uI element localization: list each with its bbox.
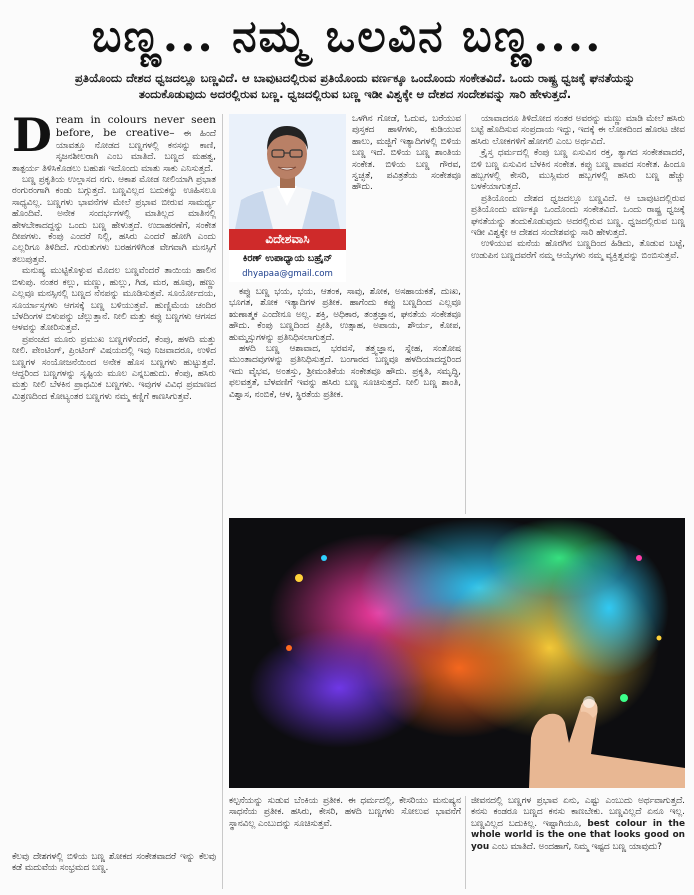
paragraph: ಮನುಷ್ಯ ಮುಟ್ಟಿಕೊಳ್ಳುವ ಮೊದಲ ಬಣ್ಣವೆಂದರೆ ತಾಯಿಯ ಹಾಲಿನ ಬಿಳುಪು. ನಂತರ ಕಲ್ಲು, ಮಣ್ಣು, ಹುಲ್ಲು, ಗಿಡ, ಮರ, ಹೂವು, ಹಣ್ಣು ಎಲ್ಲವೂ ಮನಸ್ಸಿನಲ್ಲಿ ಬಣ್ಣದ ನೆನಪನ್ನು ಮೂಡಿಸುತ್ತವೆ. ಸೂರ್ಯೋದಯ, ಸೂರ್ಯಾಸ್ತಗಳು ಆಗಸಕ್ಕೆ ಬಣ್ಣ ಬಳಿಯುತ್ತವೆ. ಹುಣ್ಣಿಮೆಯ ಚಂದಿರ ಬೆಳದಿಂಗಳ ಬಿಳುಪನ್ನು ಚೆಲ್ಲುತ್ತಾನೆ. ನೀಲಿ ಮತ್ತು ಕಪ್ಪು ಬಣ್ಣಗಳು ಆಗಸದ ಆಳವನ್ನು ತೋರಿಸುತ್ತವೆ.: [12, 266, 216, 334]
author-name: ಕಿರಣ್ ಉಪಾಧ್ಯಾಯ ಬಹ್ರೈನ್: [242, 253, 333, 264]
paragraph: ಯಾವಾದರೂ ತಿಳಿದೋದ ನಂತರ ಅವರನ್ನು ಮಣ್ಣು ಮಾಡಿ ಮೇಲೆ ಹಸಿರು ಬಟ್ಟೆ ಹೊದಿಸುವ ಸಂಪ್ರದಾಯ ಇದ್ದು, ಇದಕ್ಕೆ ಈ ಲೋಕದಿಂದ ಹೊರಟ ಜೀವ ಹಸಿರು ಲೋಕಗಳಿಗೆ ಹೋಗಲಿ ಎಂಬ ಅರ್ಥವಿದೆ.: [471, 114, 685, 147]
subheadline: ಪ್ರತಿಯೊಂದು ದೇಶದ ಧ್ವಜದಲ್ಲೂ ಬಣ್ಣವಿದೆ. ಆ ಬಾವುಟದಲ್ಲಿರುವ ಪ್ರತಿಯೊಂದು ವರ್ಣಕ್ಕೂ ಒಂದೊಂದು ಸಂಕೇತವಿದೆ. ಒಂದು ರಾಷ್ಟ್ರ ಧ್ವಜಕ್ಕೆ ಘನತೆಯನ್ನು ತಂದುಕೊಡುವುದು ಅದರಲ್ಲಿರುವ ಬಣ್ಣ. ಧ್ವಜದಲ್ಲಿರುವ ಬಣ್ಣ ಇಡೀ ವಿಶ್ವಕ್ಕೇ ಆ ದೇಶದ ಸಂದೇಶವನ್ನು ಸಾರಿ ಹೇಳುತ್ತದೆ.: [74, 71, 635, 101]
article-column-3: [471, 114, 685, 262]
article-column-3-bottom: [471, 796, 685, 853]
author-photo-illustration: [229, 114, 346, 229]
column-name-banner: ವಿದೇಶವಾಸಿ: [229, 229, 346, 250]
lead-kannada: ಈ ಹಿಂದೆ ಯಾವತ್ತೂ ನೋಡದ ಬಣ್ಣಗಳಲ್ಲಿ ಕನಸನ್ನು ಕಾಣಿ, ಸೃಜನಶೀಲರಾಗಿ ಎಂಬ ಮಾತಿದೆ. ಬಣ್ಣದ ಮಹತ್ವ, ತಾತ್ಪರ್ಯ ತಿಳಿಸಿಕೊಡಲು ಬಹುಶಃ ಇದೊಂದು ಮಾತು ಸಾಕು ಎನಿಸುತ್ತದೆ.: [12, 129, 216, 174]
article-column-2-middle: [229, 287, 461, 401]
article-column-1: [12, 108, 216, 403]
author-email: dhyapaa@gmail.com: [242, 269, 333, 279]
article-column-1-bottom: ಕೆಲವು ದೇಶಗಳಲ್ಲಿ ಬಿಳಿಯ ಬಣ್ಣ ಶೋಕದ ಸಂಕೇತವಾದರೆ ಇನ್ನು ಕೆಲವು ಕಡೆ ಮದುವೆಯ ಸಂಭ್ರಮದ ಬಣ್ಣ.: [12, 852, 216, 874]
paragraph: ಬಣ್ಣ ಪ್ರಕೃತಿಯ ಉಲ್ಲಾಸದ ನಗು. ಆಕಾಶ ಮೋಡ ನೀಲಿಯಾಗಿ ಪ್ರಭಾತ ರಂಗುರಂಗಾಗಿ ಕಂಡು ಬಗ್ಗುತ್ತದೆ. ಬಣ್ಣವಿಲ್ಲದ ಬದುಕನ್ನು ಊಹಿಸಲೂ ಸಾಧ್ಯವಿಲ್ಲ. ಬಣ್ಣಗಳು ಭಾವನೆಗಳ ಮೇಲೆ ಪ್ರಭಾವ ಬೀರುವ ಸಾಮರ್ಥ್ಯ ಹೊಂದಿವೆ. ಅನೇಕ ಸಂದರ್ಭಗಳಲ್ಲಿ ಮಾತಿಲ್ಲದ ಮಾತಿನಲ್ಲಿ ಹೇಳಬೇಕಾದದ್ದನ್ನು ಒಂದು ಬಣ್ಣ ಹೇಳುತ್ತದೆ. ಉದಾಹರಣೆಗೆ, ಸಂಕೇತ ದೀಪಗಳು. ಕೆಂಪು ಎಂದರೆ ನಿಲ್ಲಿ, ಹಸಿರು ಎಂದರೆ ಹೋಗಿ ಎಂದು ಎಲ್ಲರಿಗೂ ತಿಳಿದಿದೆ. ಗುರುತುಗಳು ಬರಹಗಳಿಗಿಂತ ವೇಗವಾಗಿ ಮನಸ್ಸಿಗೆ ತಲುಪುತ್ತವೆ.: [12, 175, 216, 265]
lead-english: ream in colours never seen before, be creative–: [55, 114, 216, 140]
paragraph: ಕಪ್ಪು ಬಣ್ಣ ಭಯ, ಭಯ, ಆತಂಕ, ಸಾವು, ಶೋಕ, ಅಸಹಾಯಕತೆ, ದುಃಖ, ಭೂಗತ, ಶೋಕ ಇತ್ಯಾದಿಗಳ ಪ್ರತೀಕ. ಹಾಗೆಂದು ಕಪ್ಪು ಬಣ್ಣದಿಂದ ಎಲ್ಲವೂ ಋಣಾತ್ಮಕ ಎಂದೇನೂ ಅಲ್ಲ. ಶಕ್ತಿ, ಅಧಿಕಾರ, ತಂತ್ರಜ್ಞಾನ, ಘನತೆಯ ಸಂಕೇತವೂ ಹೌದು. ಕೆಂಪು ಬಣ್ಣದಿಂದ ಪ್ರೀತಿ, ಉತ್ಸಾಹ, ಅಪಾಯ, ಶೌರ್ಯ, ಕೋಪ, ಹುಮ್ಮಸ್ಸುಗಳನ್ನು ಪ್ರತಿನಿಧಿಸಲಾಗುತ್ತದೆ.: [229, 287, 461, 343]
author-box: [229, 114, 346, 282]
column-rule: [222, 114, 223, 889]
colour-splash-image: [229, 518, 685, 788]
closing-text: ಜೀವನದಲ್ಲಿ ಬಣ್ಣಗಳ ಪ್ರಭಾವ ಏನು, ಎಷ್ಟು ಎಂಬುದು ಅರ್ಥವಾಗುತ್ತದೆ. ಕನಸು ಕಂಡರೂ ಬಣ್ಣದ ಕನಸು ಕಾಣಬೇಕು. ಬಣ್ಣವಿಲ್ಲದೆ ಏನೂ ಇಲ್ಲ. ಬಣ್ಣವಿಲ್ಲದ ಬದುಕಿಲ್ಲ. ಇಷ್ಟಾಗಿಯೂ,: [471, 796, 685, 829]
article-column-2-top: ಒಳಗಿನ ಗೋಡೆ, ಓದುವ, ಬರೆಯುವ ಪುಸ್ತಕದ ಹಾಳೆಗಳು, ಕುಡಿಯುವ ಹಾಲು, ಮಜ್ಜಿಗೆ ಇತ್ಯಾದಿಗಳಲ್ಲಿ ಬಿಳಿಯ ಬಣ್ಣ ಇದೆ. ಬಿಳಿಯ ಬಣ್ಣ ಶಾಂತಿಯ ಸಂಕೇತ. ಬಿಳಿಯ ಬಣ್ಣ ಗೌರವ, ಸ್ವಚ್ಛತೆ, ಪವಿತ್ರತೆಯ ಸಂಕೇತವೂ ಹೌದು.: [352, 114, 461, 193]
closing-question: ಎಂಬ ಮಾತಿದೆ. ಅಂದಹಾಗೆ, ನಿಮ್ಮ ಇಷ್ಟದ ಬಣ್ಣ ಯಾವುದು?: [492, 841, 663, 852]
paragraph: ಪ್ರಪಂಚದ ಮೂರು ಪ್ರಮುಖ ಬಣ್ಣಗಳೆಂದರೆ, ಕೆಂಪು, ಹಳದಿ ಮತ್ತು ನೀಲಿ. ಪೇಂಟಿಂಗ್, ಪ್ರಿಂಟಿಂಗ್ ವಿಷಯದಲ್ಲಿ ಇವು ನಿಜವಾದರೂ, ಉಳಿದ ಬಣ್ಣಗಳ ಸಂಯೋಜನೆಯಿಂದ ಅನೇಕ ಹೊಸ ಬಣ್ಣಗಳು ಹುಟ್ಟುತ್ತವೆ. ಆದ್ದರಿಂದ ಬಣ್ಣಗಳನ್ನು ಸೃಷ್ಟಿಯ ಮೂಲ ಎನ್ನಬಹುದು. ಕೆಂಪು, ಹಸಿರು ಮತ್ತು ನೀಲಿ ಬೆಳಕಿನ ಪ್ರಾಥಮಿಕ ಬಣ್ಣಗಳು. ಇವುಗಳ ವಿವಿಧ ಪ್ರಮಾಣದ ಮಿಶ್ರಣದಿಂದ ಕೋಟ್ಯಂತರ ಬಣ್ಣಗಳು ನಮ್ಮ ಕಣ್ಣಿಗೆ ಕಾಣಸಿಗುತ್ತವೆ.: [12, 334, 216, 402]
headline: ಬಣ್ಣ... ನಮ್ಮ ಒಲವಿನ ಬಣ್ಣ....: [91, 11, 603, 62]
author-portrait: [229, 114, 346, 229]
drop-cap: D: [12, 108, 52, 162]
column-rule: [465, 796, 466, 889]
paragraph: ಹಳದಿ ಬಣ್ಣ ಆಶಾವಾದ, ಭರವಸೆ, ತತ್ತ್ವಜ್ಞಾನ, ಸ್ನೇಹ, ಸಂತೋಷ ಮುಂತಾದವುಗಳನ್ನು ಪ್ರತಿನಿಧಿಸುತ್ತದೆ. ಬಂಗಾರದ ಬಣ್ಣವೂ ಹಳದಿಯಾದದ್ದರಿಂದ ಇದು ವೈಭವ, ಅಂತಸ್ತು, ಶ್ರೀಮಂತಿಕೆಯ ಸಂಕೇತವೂ ಹೌದು. ಪ್ರಕೃತಿ, ಸಮೃದ್ಧಿ, ಫಲವತ್ತತೆ, ಬೆಳವಣಿಗೆ ಇವನ್ನು ಹಸಿರು ಬಣ್ಣ ಸೂಚಿಸುತ್ತದೆ. ನೀಲಿ ಬಣ್ಣ ಶಾಂತಿ, ವಿಶ್ವಾಸ, ನಂಬಿಕೆ, ಆಳ, ಸ್ಥಿರತೆಯ ಪ್ರತೀಕ.: [229, 344, 461, 400]
column-rule: [465, 114, 466, 514]
paragraph: ಕ್ರೈಸ್ತ ಧರ್ಮದಲ್ಲಿ ಕೆಂಪು ಬಣ್ಣ ಏಸುವಿನ ರಕ್ತ, ತ್ಯಾಗದ ಸಂಕೇತವಾದರೆ, ಬಿಳಿ ಬಣ್ಣ ಏಸುವಿನ ಬೆಳಕಿನ ಸಂಕೇತ. ಕಪ್ಪು ಬಣ್ಣ ಪಾಪದ ಸಂಕೇತ. ಹಿಂದೂ ಹಬ್ಬಗಳಲ್ಲಿ ಕೇಸರಿ, ಮುಸ್ಲಿಮರ ಹಬ್ಬಗಳಲ್ಲಿ ಹಸಿರು ಬಣ್ಣ ಹೆಚ್ಚು ಬಳಕೆಯಾಗುತ್ತದೆ.: [471, 148, 685, 193]
closing-english-quote: best colour in the whole world is the one that looks good on you: [471, 818, 685, 852]
paragraph: ಉಳಿಯುವ ಮನೆಯ ಹೊರಗಿನ ಬಣ್ಣದಿಂದ ಹಿಡಿದು, ತೊಡುವ ಬಟ್ಟೆ, ಉಡುಪಿನ ಬಣ್ಣದವರೆಗೆ ನಮ್ಮ ಆಯ್ಕೆಗಳು ನಮ್ಮ ವ್ಯಕ್ತಿತ್ವವನ್ನು ಬಿಂಬಿಸುತ್ತವೆ.: [471, 239, 685, 261]
article-column-2-bottom: ಕಲ್ಪನೆಯನ್ನು ಸುಡುವ ಬೆಂಕಿಯ ಪ್ರತೀಕ. ಈ ಧರ್ಮದಲ್ಲಿ, ಕೇಸರಿಯು ಮನುಷ್ಯನ ಸಾಧನೆಯ ಪ್ರತೀಕ. ಹಸಿರು, ಕೇಸರಿ, ಹಳದಿ ಬಣ್ಣಗಳು ಸೋಲುವ ಭಾವನೆಗೆ ಸ್ಥಾನವಿಲ್ಲ ಎಂಬುದನ್ನು ಸೂಚಿಸುತ್ತವೆ.: [229, 796, 461, 829]
paragraph: ಪ್ರತಿಯೊಂದು ದೇಶದ ಧ್ವಜದಲ್ಲೂ ಬಣ್ಣವಿದೆ. ಆ ಬಾವುಟದಲ್ಲಿರುವ ಪ್ರತಿಯೊಂದು ವರ್ಣಕ್ಕೂ ಒಂದೊಂದು ಸಂಕೇತವಿದೆ. ಒಂದು ರಾಷ್ಟ್ರ ಧ್ವಜಕ್ಕೆ ಘನತೆಯನ್ನು ತಂದುಕೊಡುವುದು ಅದರಲ್ಲಿರುವ ಬಣ್ಣ. ಧ್ವಜದಲ್ಲಿರುವ ಬಣ್ಣ ಇಡೀ ವಿಶ್ವಕ್ಕೇ ಆ ದೇಶದ ಸಂದೇಶವನ್ನು ಸಾರಿ ಹೇಳುತ್ತದೆ.: [471, 193, 685, 239]
paint-explosion-illustration: [229, 518, 685, 788]
